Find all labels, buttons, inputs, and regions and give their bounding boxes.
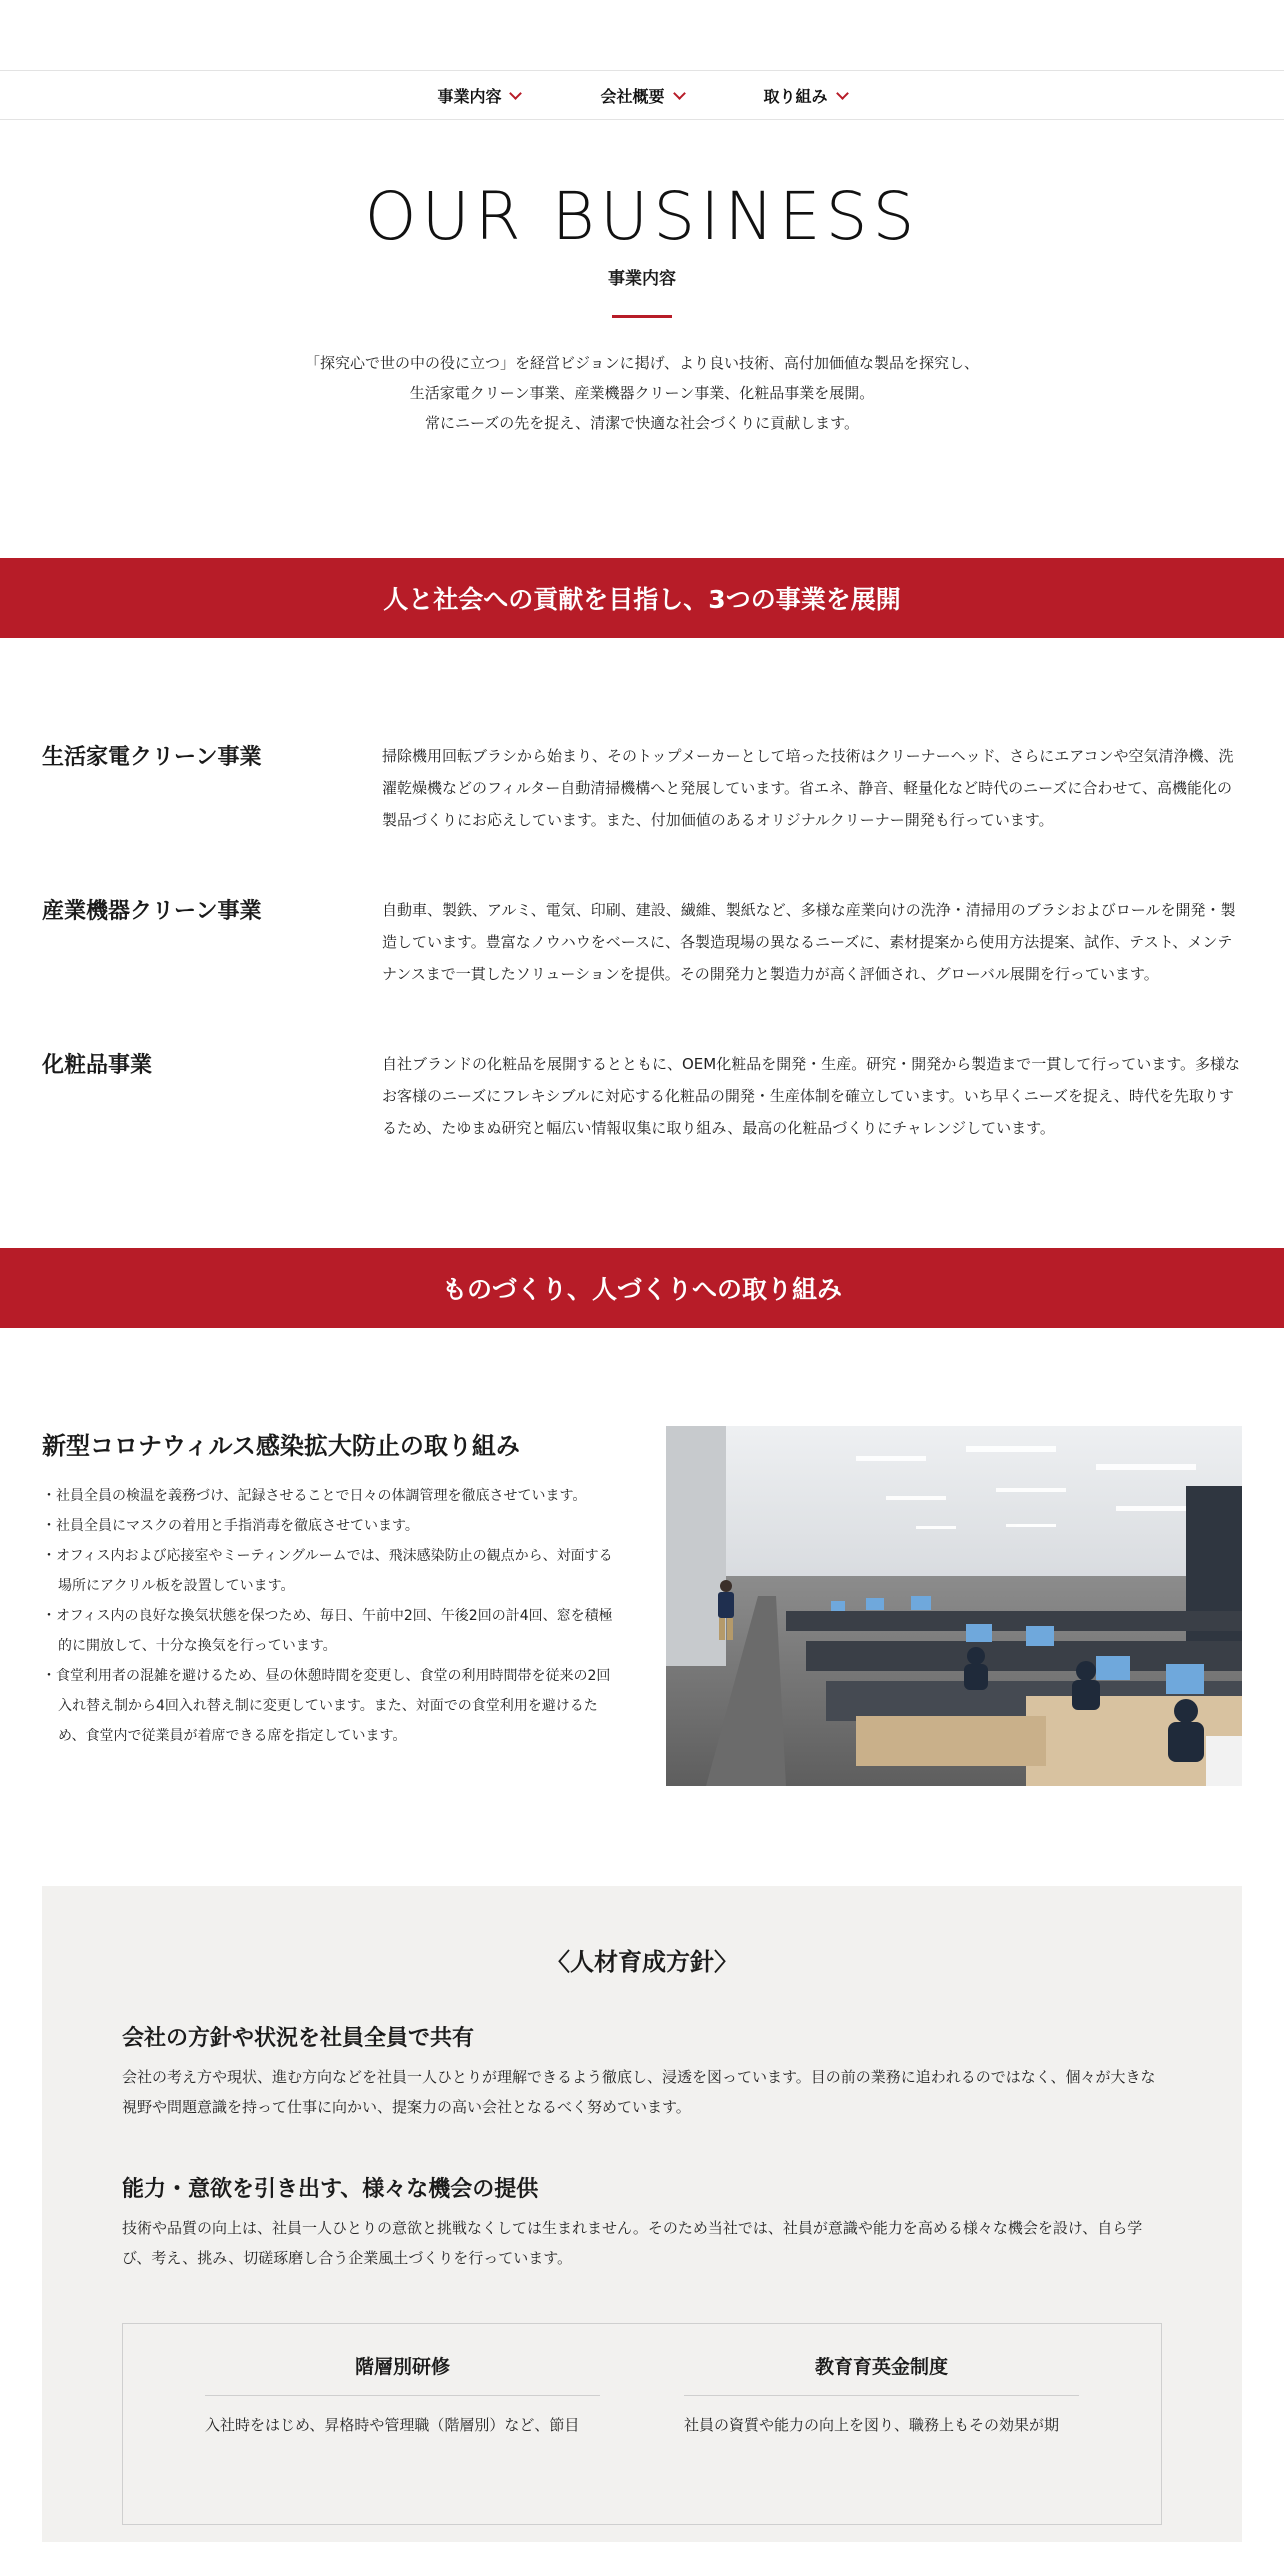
- page-subtitle: 事業内容: [608, 269, 676, 289]
- list-item: ・食堂利用者の混雑を避けるため、昼の休憩時間を変更し、食堂の利用時間帯を従来の2回入れ替え制から4回入れ替え制に変更しています。また、対面での食堂利用を避けるため、食堂内で従業員が着席できる席を指定しています。: [42, 1668, 611, 1744]
- business-description: 自社ブランドの化粧品を展開するとともに、OEM化粧品を開発・生産。研究・開発から製造まで一貫して行っています。多様なお客様のニーズにフレキシブルに対応する化粧品の開発・生産体制を確立しています。いち早くニーズを捉え、時代を先取りするため、たゆまぬ研究と幅広い情報収集に取り組み、最高の化粧品づくりにチャレンジしています。: [382, 1055, 1241, 1137]
- hr-program: [642, 2324, 1121, 2524]
- hr-section-text: 技術や品質の向上は、社員一人ひとりの意欲と挑戦なくしては生まれません。そのため当社では、社員が意識や能力を高める様々な機会を設け、自ら学び、考え、挑み、切磋琢磨し合う企業風土づくりを行っています。: [122, 2219, 1143, 2267]
- nav-item-initiatives[interactable]: [764, 84, 847, 107]
- corona-measures-list: [42, 1481, 622, 1751]
- page-title: OUR BUSINESS: [364, 178, 920, 255]
- section-banner-initiatives: [0, 1248, 1284, 1328]
- section-banner-business: [0, 558, 1284, 638]
- title-divider: [612, 315, 672, 318]
- nav-item-label: 事業内容: [437, 86, 502, 106]
- hr-program-text: 入社時をはじめ、昇格時や管理職（階層別）など、節目: [205, 2416, 580, 2434]
- business-description: 自動車、製鉄、アルミ、電気、印刷、建設、繊維、製紙など、多様な産業向けの洗浄・清掃用のブラシおよびロールを開発・製造しています。豊富なノウハウをベースに、各製造現場の異なるニーズに、素材提案から使用方法提案、試作、テスト、メンテナンスまで一貫したソリューションを提供。その開発力と製造力が高く評価され、グローバル展開を行っています。: [382, 901, 1236, 983]
- hr-program-text: 社員の資質や能力の向上を図り、職務上もその効果が期: [684, 2416, 1060, 2434]
- chevron-down-icon: [673, 87, 686, 100]
- nav-item-label: 会社概要: [600, 86, 665, 106]
- hr-policy-section: [42, 1886, 1242, 2542]
- section-banner-label: 人と社会への貢献を目指し、3つの事業を展開: [383, 585, 901, 614]
- business-list: [0, 638, 1284, 1144]
- hr-program-title: 教育育英金制度: [684, 2324, 1079, 2396]
- list-item: ・社員全員にマスクの着用と手指消毒を徹底させています。: [42, 1518, 419, 1534]
- intro-line: 「探究心で世の中の役に立つ」を経営ビジョンに掲げ、より良い技術、高付加価値な製品を探究し、: [304, 354, 980, 372]
- corona-section: [0, 1328, 1284, 1786]
- business-item: [42, 742, 1242, 836]
- nav-item-company[interactable]: [600, 84, 683, 107]
- hr-section-text: 会社の考え方や現状、進む方向などを社員一人ひとりが理解できるよう徹底し、浸透を図っています。目の前の業務に追われるのではなく、個々が大きな視野や問題意識を持って仕事に向かい、提案力の高い会社となるべく努めています。: [122, 2068, 1156, 2116]
- business-name: 化粧品事業: [42, 1053, 153, 1078]
- business-item: [42, 896, 1242, 990]
- list-item: ・オフィス内および応接室やミーティングルームでは、飛沫感染防止の観点から、対面する場所にアクリル板を設置しています。: [42, 1548, 613, 1594]
- hr-programs-box: [122, 2323, 1162, 2525]
- chevron-down-icon: [510, 87, 523, 100]
- list-item: ・オフィス内の良好な換気状態を保つため、毎日、午前中2回、午後2回の計4回、窓を積極的に開放して、十分な換気を行っています。: [42, 1608, 613, 1654]
- nav-item-label: 取り組み: [763, 86, 828, 106]
- top-header: [0, 0, 1284, 71]
- office-photo-illustration: [666, 1426, 1242, 1786]
- business-name: 生活家電クリーン事業: [42, 745, 262, 770]
- nav-item-business[interactable]: [437, 84, 520, 107]
- chevron-down-icon: [836, 87, 849, 100]
- business-item: [42, 1050, 1242, 1144]
- list-item: ・社員全員の検温を義務づけ、記録させることで日々の体調管理を徹底させています。: [42, 1488, 587, 1504]
- business-name: 産業機器クリーン事業: [42, 899, 262, 924]
- hr-program-title: 階層別研修: [205, 2324, 600, 2396]
- business-description: 掃除機用回転ブラシから始まり、そのトップメーカーとして培った技術はクリーナーヘッド、さらにエアコンや空気清浄機、洗濯乾燥機などのフィルター自動清掃機構へと発展しています。省エネ、静音、軽量化など時代のニーズに合わせて、高機能化の製品づくりにお応えしています。また、付加価値のあるオリジナルクリーナー開発も行っています。: [382, 747, 1234, 829]
- intro-text: [0, 348, 1284, 438]
- intro-line: 生活家電クリーン事業、産業機器クリーン事業、化粧品事業を展開。: [409, 384, 875, 402]
- hero-section: [0, 120, 1284, 438]
- intro-line: 常にニーズの先を捉え、清潔で快適な社会づくりに貢献します。: [425, 414, 859, 432]
- hr-section-heading: 会社の方針や状況を社員全員で共有: [122, 2026, 475, 2051]
- hr-section-heading: 能力・意欲を引き出す、様々な機会の提供: [122, 2177, 539, 2202]
- main-nav: [0, 71, 1284, 120]
- hr-title: 〈人材育成方針〉: [546, 1948, 738, 1976]
- section-banner-label: ものづくり、人づくりへの取り組み: [441, 1275, 842, 1304]
- corona-title: 新型コロナウィルス感染拡大防止の取り組み: [42, 1432, 520, 1460]
- hr-program: [163, 2324, 642, 2524]
- office-photo: [666, 1426, 1242, 1786]
- corona-content: [42, 1426, 622, 1786]
